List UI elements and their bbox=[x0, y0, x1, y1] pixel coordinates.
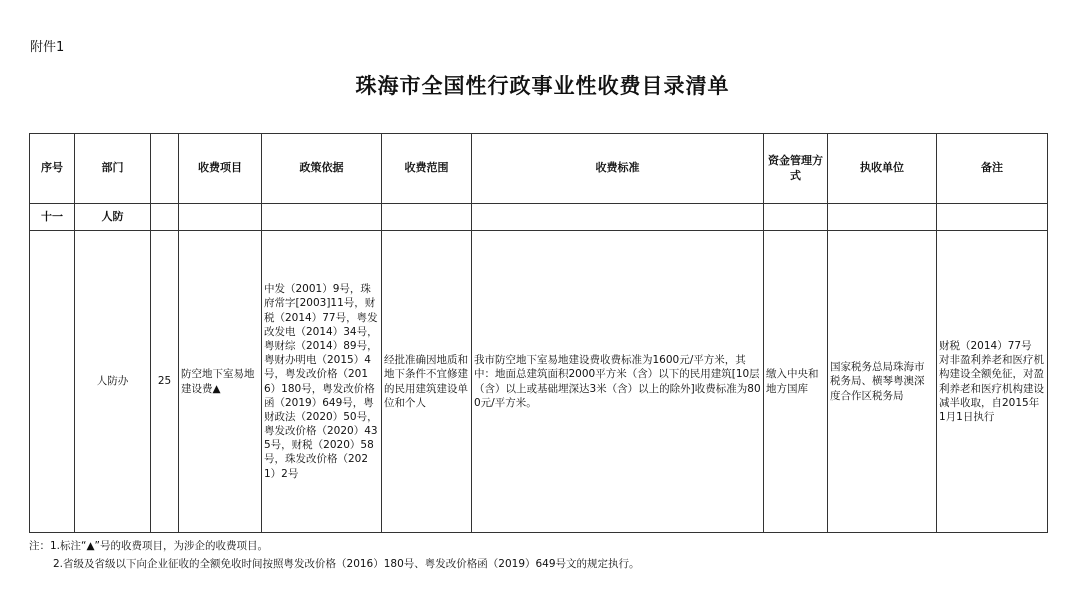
row-fund-management: 缴入中央和地方国库 bbox=[764, 231, 828, 533]
row-standard: 我市防空地下室易地建设费收费标准为1600元/平方米，其中：地面总建筑面积2000平方米（含）以下的民用建筑[10层（含）以上或基础埋深达3米（含）以上的除外]收费标准为800元/平方米。 bbox=[472, 231, 764, 533]
header-cell: 执收单位 bbox=[828, 134, 937, 204]
row-collector: 国家税务总局珠海市税务局、横琴粤澳深度合作区税务局 bbox=[828, 231, 937, 533]
header-cell: 收费标准 bbox=[472, 134, 764, 204]
empty-cell bbox=[151, 204, 179, 231]
row-fee-item: 防空地下室易地建设费▲ bbox=[179, 231, 262, 533]
empty-cell bbox=[382, 204, 472, 231]
header-cell bbox=[151, 134, 179, 204]
row-dept: 人防办 bbox=[75, 231, 151, 533]
section-row bbox=[30, 204, 1048, 231]
header-cell: 备注 bbox=[937, 134, 1048, 204]
table-row bbox=[30, 231, 1048, 533]
header-cell: 部门 bbox=[75, 134, 151, 204]
section-seq: 十一 bbox=[30, 204, 75, 231]
empty-cell bbox=[179, 204, 262, 231]
footnote-1: 注：1.标注“▲”号的收费项目，为涉企的收费项目。 bbox=[29, 540, 268, 552]
row-number: 25 bbox=[151, 231, 179, 533]
row-remark: 财税（2014）77号 对非盈利养老和医疗机构建设全额免征，对盈利养老和医疗机构建设减半收取，自2015年1月1日执行 bbox=[937, 231, 1048, 533]
page-title: 珠海市全国性行政事业性收费目录清单 bbox=[355, 74, 730, 98]
header-cell: 收费范围 bbox=[382, 134, 472, 204]
header-cell: 序号 bbox=[30, 134, 75, 204]
footnotes bbox=[29, 537, 640, 573]
table-header-row bbox=[30, 134, 1048, 204]
empty-cell bbox=[764, 204, 828, 231]
empty-cell bbox=[262, 204, 382, 231]
section-dept: 人防 bbox=[75, 204, 151, 231]
row-scope: 经批准确因地质和地下条件不宜修建的民用建筑建设单位和个人 bbox=[382, 231, 472, 533]
empty-cell bbox=[937, 204, 1048, 231]
attachment-label: 附件1 bbox=[30, 40, 65, 55]
footnote-2: 2.省级及省级以下向企业征收的全额免收时间按照粤发改价格（2016）180号、粤发改价格函（2019）649号文的规定执行。 bbox=[53, 558, 640, 570]
header-cell: 收费项目 bbox=[179, 134, 262, 204]
fee-catalog-table bbox=[29, 133, 1048, 533]
row-policy-basis: 中发（2001）9号，珠府常字[2003]11号，财税（2014）77号，粤发改发电（2014）34号，粤财综（2014）89号，粤财办明电（2015）4号，粤发改价格（2016）180号，粤发改价格函（2019）649号，粤财政法（2020）50号，粤发改价格（2020）435号，财税（2020）58号，珠发改价格（2021）2号 bbox=[262, 231, 382, 533]
row-seq bbox=[30, 231, 75, 533]
header-cell: 政策依据 bbox=[262, 134, 382, 204]
header-cell: 资金管理方式 bbox=[764, 134, 828, 204]
empty-cell bbox=[828, 204, 937, 231]
empty-cell bbox=[472, 204, 764, 231]
